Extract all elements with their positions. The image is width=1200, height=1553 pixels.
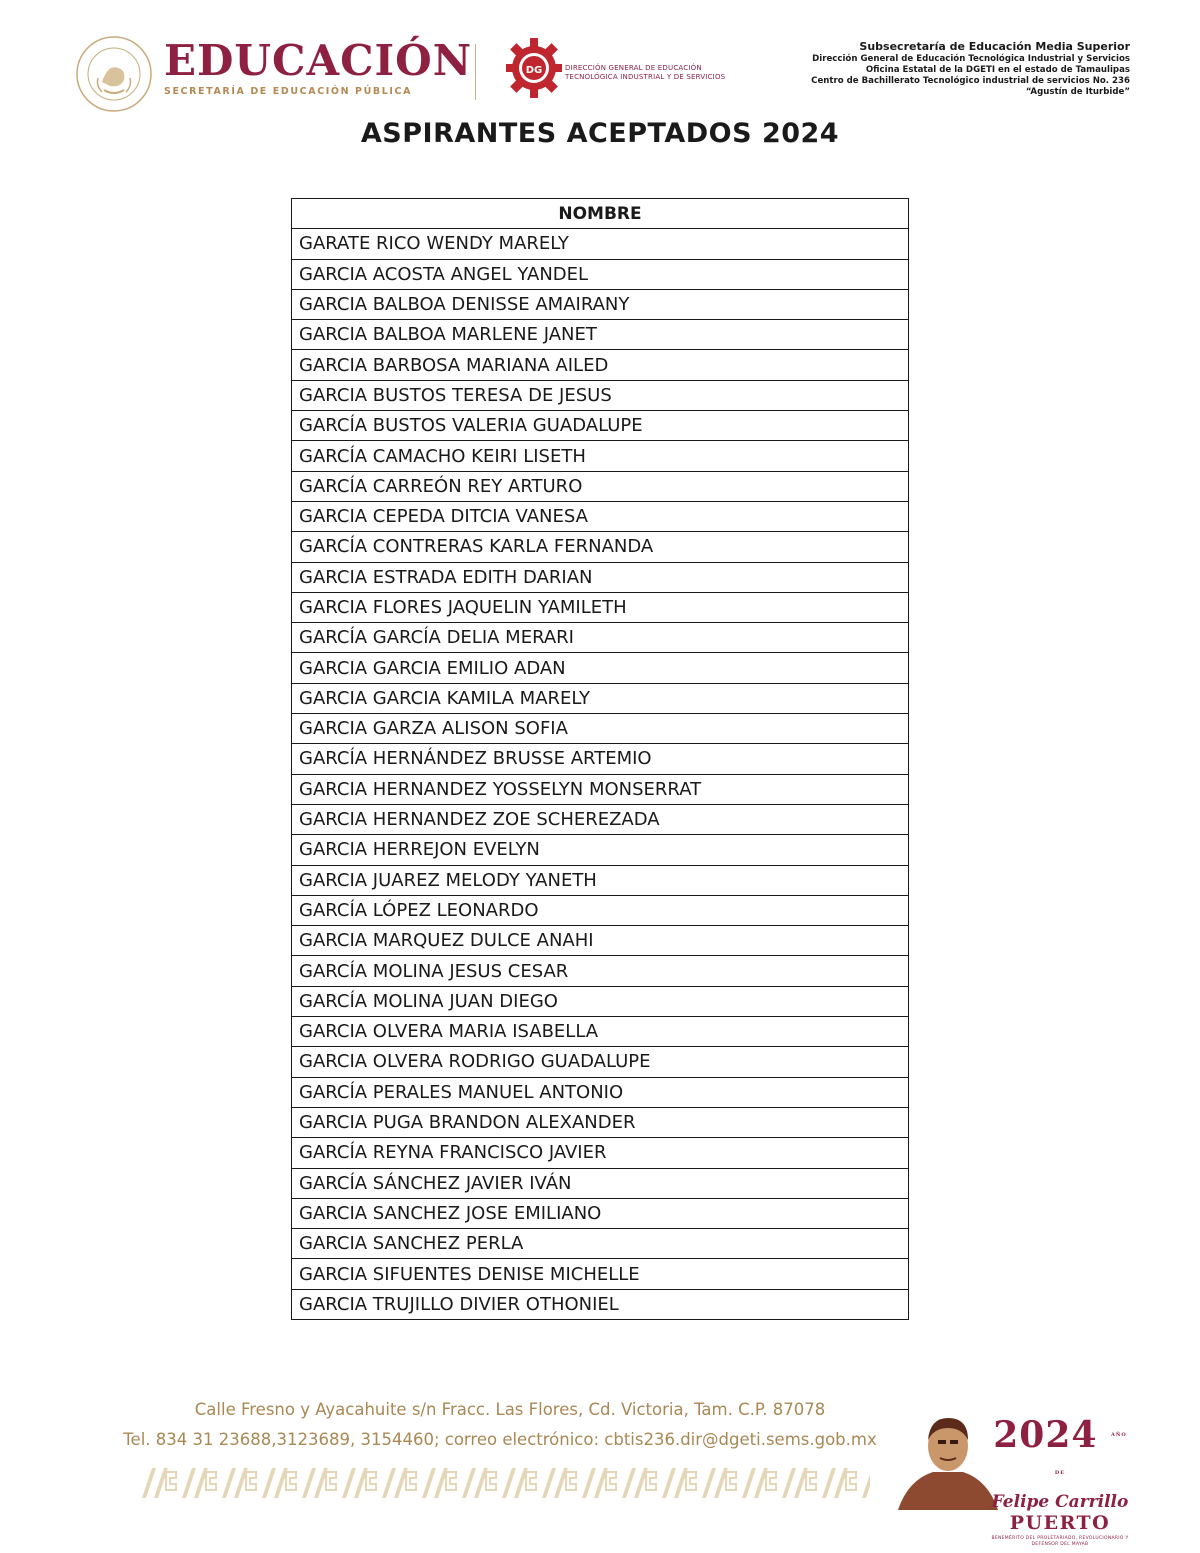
applicant-name-cell: GARCIA HERREJON EVELYN [292, 835, 909, 865]
year-name-2: PUERTO [1009, 1512, 1111, 1534]
applicant-name-cell: GARCIA JUAREZ MELODY YANETH [292, 865, 909, 895]
table-row [292, 1168, 909, 1198]
table-row [292, 592, 909, 622]
applicant-name-cell: GARCÍA SÁNCHEZ JAVIER IVÁN [292, 1168, 909, 1198]
mexican-seal-icon [74, 34, 154, 114]
applicant-name-cell: GARCÍA MOLINA JESUS CESAR [292, 956, 909, 986]
table-row [292, 259, 909, 289]
applicant-name-cell: GARCIA SANCHEZ JOSE EMILIANO [292, 1198, 909, 1228]
table-row [292, 320, 909, 350]
applicant-name-cell: GARCÍA MOLINA JUAN DIEGO [292, 986, 909, 1016]
applicant-name-cell: GARCIA OLVERA MARIA ISABELLA [292, 1017, 909, 1047]
applicant-name-cell: GARCIA GARCIA KAMILA MARELY [292, 683, 909, 713]
institution-line-5: “Agustín de Iturbide” [1025, 87, 1130, 97]
table-row [292, 350, 909, 380]
applicant-name-cell: GARCÍA REYNA FRANCISCO JAVIER [292, 1138, 909, 1168]
institution-line-2: Dirección General de Educación Tecnológica Industrial y Servicios [812, 54, 1130, 64]
applicant-name-cell: GARCÍA CAMACHO KEIRI LISETH [292, 441, 909, 471]
greca-pattern [140, 1462, 870, 1502]
svg-text:DG: DG [525, 65, 543, 76]
table-row [292, 289, 909, 319]
year-number-value: 2024 [993, 1414, 1098, 1456]
year-number [990, 1416, 1130, 1492]
applicant-name-cell: GARCIA MARQUEZ DULCE ANAHI [292, 926, 909, 956]
table-row [292, 956, 909, 986]
page-title: ASPIRANTES ACEPTADOS 2024 [360, 118, 840, 149]
table-row [292, 501, 909, 531]
applicant-name-cell: GARCIA PUGA BRANDON ALEXANDER [292, 1107, 909, 1137]
table-row [292, 1017, 909, 1047]
applicant-name-cell: GARCIA ACOSTA ANGEL YANDEL [292, 259, 909, 289]
table-row [292, 471, 909, 501]
table-row [292, 835, 909, 865]
table-row [292, 1138, 909, 1168]
institution-line-4: Centro de Bachillerato Tecnológico industrial de servicios No. 236 [811, 76, 1130, 86]
applicant-name-cell: GARCÍA HERNÁNDEZ BRUSSE ARTEMIO [292, 744, 909, 774]
applicant-name-cell: GARCIA FLORES JAQUELIN YAMILETH [292, 592, 909, 622]
applicant-name-cell: GARCÍA LÓPEZ LEONARDO [292, 895, 909, 925]
table-row [292, 623, 909, 653]
applicant-name-cell: GARCIA SANCHEZ PERLA [292, 1229, 909, 1259]
header-divider [475, 44, 476, 100]
footer-contact: Tel. 834 31 23688,3123689, 3154460; correo electrónico: cbtis236.dir@dgeti.sems.gob.mx [123, 1430, 877, 1449]
table-row [292, 986, 909, 1016]
table-row [292, 1289, 909, 1319]
applicant-name-cell: GARCIA HERNANDEZ ZOE SCHEREZADA [292, 804, 909, 834]
table-row [292, 895, 909, 925]
table-row [292, 683, 909, 713]
applicant-name-cell: GARCÍA GARCÍA DELIA MERARI [292, 623, 909, 653]
year-motto: BENEMÉRITO DEL PROLETARIADO, REVOLUCIONARIO Y DEFENSOR DEL MAYAB [991, 1536, 1129, 1547]
applicant-name-cell: GARCÍA CARREÓN REY ARTURO [292, 471, 909, 501]
table-body [292, 229, 909, 1320]
table-row [292, 229, 909, 259]
table-row [292, 774, 909, 804]
table-row [292, 1198, 909, 1228]
table-row [292, 1047, 909, 1077]
applicant-name-cell: GARCIA GARZA ALISON SOFIA [292, 714, 909, 744]
applicant-name-cell: GARCIA BARBOSA MARIANA AILED [292, 350, 909, 380]
column-header-nombre: NOMBRE [292, 199, 909, 229]
table-row [292, 714, 909, 744]
applicant-name-cell: GARCÍA BUSTOS VALERIA GUADALUPE [292, 411, 909, 441]
table-row [292, 532, 909, 562]
table-row [292, 744, 909, 774]
applicant-name-cell: GARCÍA CONTRERAS KARLA FERNANDA [292, 532, 909, 562]
brand-block [164, 38, 472, 97]
table-row [292, 411, 909, 441]
applicant-name-cell: GARCIA BALBOA MARLENE JANET [292, 320, 909, 350]
institution-line-1: Subsecretaría de Educación Media Superior [859, 40, 1130, 53]
applicant-name-cell: GARCIA BUSTOS TERESA DE JESUS [292, 380, 909, 410]
accepted-applicants-table [291, 198, 909, 1320]
footer-address: Calle Fresno y Ayacahuite s/n Fracc. Las Flores, Cd. Victoria, Tam. C.P. 87078 [194, 1400, 826, 1419]
applicant-name-cell: GARCIA SIFUENTES DENISE MICHELLE [292, 1259, 909, 1289]
table-row [292, 562, 909, 592]
document-header [70, 30, 1130, 110]
applicant-name-cell: GARCIA CEPEDA DITCIA VANESA [292, 501, 909, 531]
table-row [292, 865, 909, 895]
table-row [292, 1107, 909, 1137]
institution-line-3: Oficina Estatal de la DGETI en el estado de Tamaulipas [865, 65, 1130, 75]
brand-title: EDUCACIÓN [164, 36, 473, 85]
applicant-name-cell: GARCIA HERNANDEZ YOSSELYN MONSERRAT [292, 774, 909, 804]
dgeti-name [565, 64, 725, 82]
table-row [292, 804, 909, 834]
dgeti-line-1: DIRECCIÓN GENERAL DE EDUCACIÓN [565, 64, 702, 72]
brand-subtitle: SECRETARÍA DE EDUCACIÓN PÚBLICA [164, 86, 413, 97]
institution-info [811, 40, 1130, 98]
applicant-name-cell: GARCIA BALBOA DENISSE AMAIRANY [292, 289, 909, 319]
year-tag: AÑO DE [1054, 1432, 1127, 1476]
table-row [292, 441, 909, 471]
applicant-name-cell: GARATE RICO WENDY MARELY [292, 229, 909, 259]
applicant-name-cell: GARCIA GARCIA EMILIO ADAN [292, 653, 909, 683]
applicant-name-cell: GARCIA TRUJILLO DIVIER OTHONIEL [292, 1289, 909, 1319]
dgeti-line-2: TECNOLÓGICA INDUSTRIAL Y DE SERVICIOS [565, 73, 726, 81]
applicant-name-cell: GARCIA OLVERA RODRIGO GUADALUPE [292, 1047, 909, 1077]
table-row [292, 380, 909, 410]
table-row [292, 1229, 909, 1259]
table-header-row [292, 199, 909, 229]
year-badge [990, 1416, 1130, 1548]
year-name-1: Felipe Carrillo [991, 1492, 1129, 1512]
applicant-name-cell: GARCÍA PERALES MANUEL ANTONIO [292, 1077, 909, 1107]
applicant-name-cell: GARCIA ESTRADA EDITH DARIAN [292, 562, 909, 592]
table-row [292, 1259, 909, 1289]
table-row [292, 926, 909, 956]
dgeti-gear-logo-icon [504, 36, 564, 100]
table-row [292, 1077, 909, 1107]
table-row [292, 653, 909, 683]
